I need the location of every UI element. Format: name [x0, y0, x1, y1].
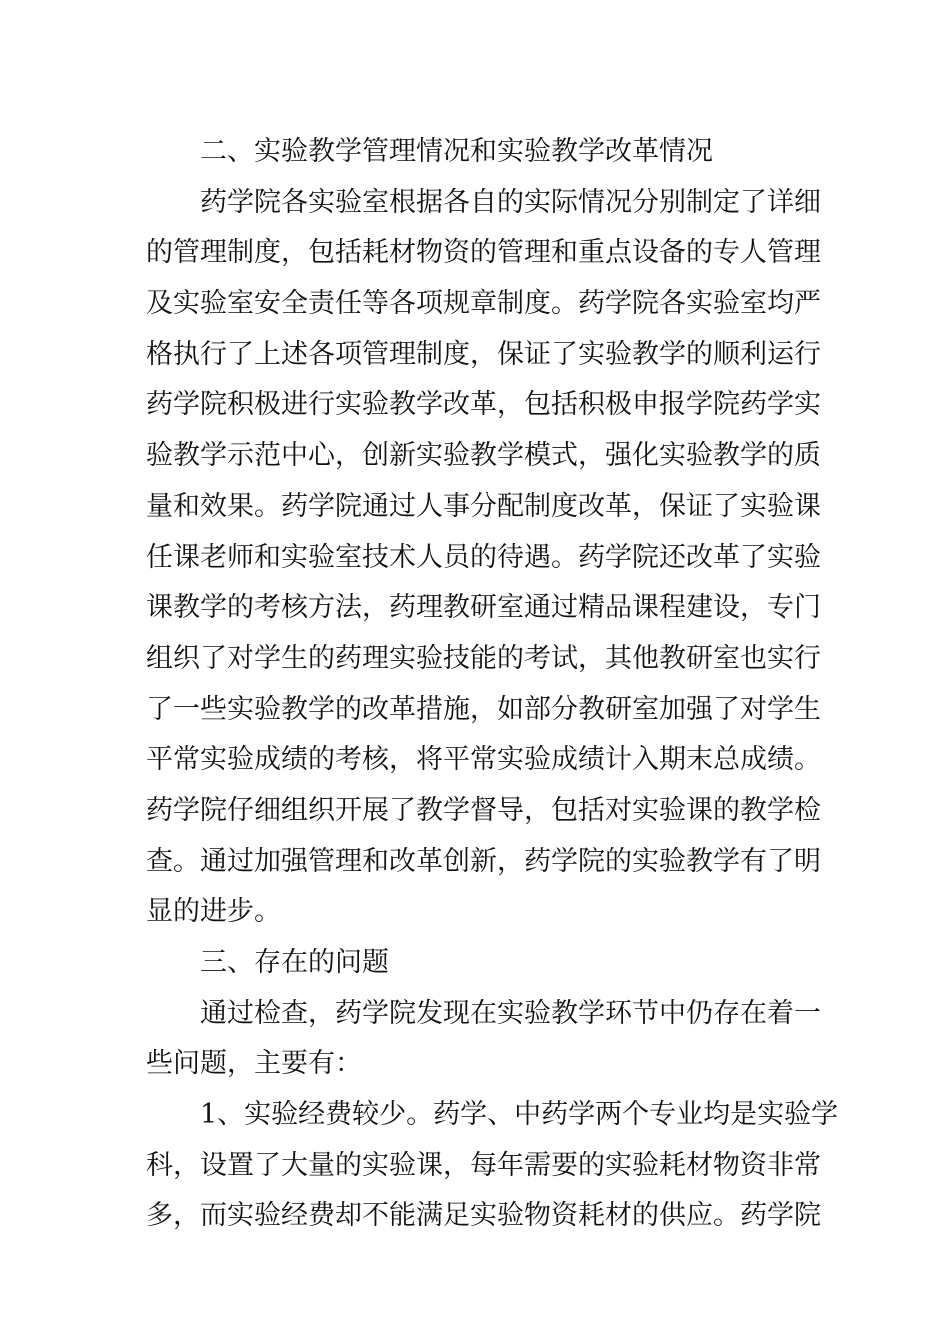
- paragraph-line: 药学院仔细组织开展了教学督导，包括对实验课的教学检: [146, 794, 821, 826]
- paragraph-line: 及实验室安全责任等各项规章制度。药学院各实验室均严: [146, 288, 821, 320]
- paragraph-line: 药学院各实验室根据各自的实际情况分别制定了详细: [200, 186, 821, 218]
- document-body: [146, 127, 839, 1242]
- paragraph-line: 查。通过加强管理和改革创新，药学院的实验教学有了明: [146, 845, 821, 877]
- paragraph-line: 了一些实验教学的改革措施，如部分教研室加强了对学生: [146, 693, 821, 725]
- paragraph-line: 科，设置了大量的实验课，每年需要的实验耗材物资非常: [146, 1149, 821, 1181]
- paragraph-line: 些问题，主要有：: [146, 1048, 362, 1080]
- paragraph-line: 验教学示范中心，创新实验教学模式，强化实验教学的质: [146, 440, 821, 472]
- paragraph-line: 任课老师和实验室技术人员的待遇。药学院还改革了实验: [146, 541, 821, 573]
- paragraph-line: 平常实验成绩的考核，将平常实验成绩计入期末总成绩。: [146, 744, 821, 776]
- paragraph-line: 药学院积极进行实验教学改革，包括积极申报学院药学实: [146, 389, 821, 421]
- paragraph-line: 格执行了上述各项管理制度，保证了实验教学的顺利运行: [146, 338, 821, 370]
- paragraph-line: 组织了对学生的药理实验技能的考试，其他教研室也实行: [146, 642, 821, 674]
- paragraph-line: 显的进步。: [146, 896, 281, 928]
- section-heading: 三、存在的问题: [200, 947, 389, 978]
- paragraph-line: 课教学的考核方法，药理教研室通过精品课程建设，专门: [146, 592, 821, 624]
- paragraph-line: 的管理制度，包括耗材物资的管理和重点设备的专人管理: [146, 237, 821, 269]
- paragraph-line: 1、实验经费较少。药学、中药学两个专业均是实验学: [200, 1099, 839, 1131]
- paragraph-line: 多，而实验经费却不能满足实验物资耗材的供应。药学院: [146, 1200, 821, 1232]
- paragraph-line: 量和效果。药学院通过人事分配制度改革，保证了实验课: [146, 490, 821, 522]
- section-heading: 二、实验教学管理情况和实验教学改革情况: [200, 136, 713, 167]
- paragraph-line: 通过检查，药学院发现在实验教学环节中仍存在着一: [200, 997, 821, 1029]
